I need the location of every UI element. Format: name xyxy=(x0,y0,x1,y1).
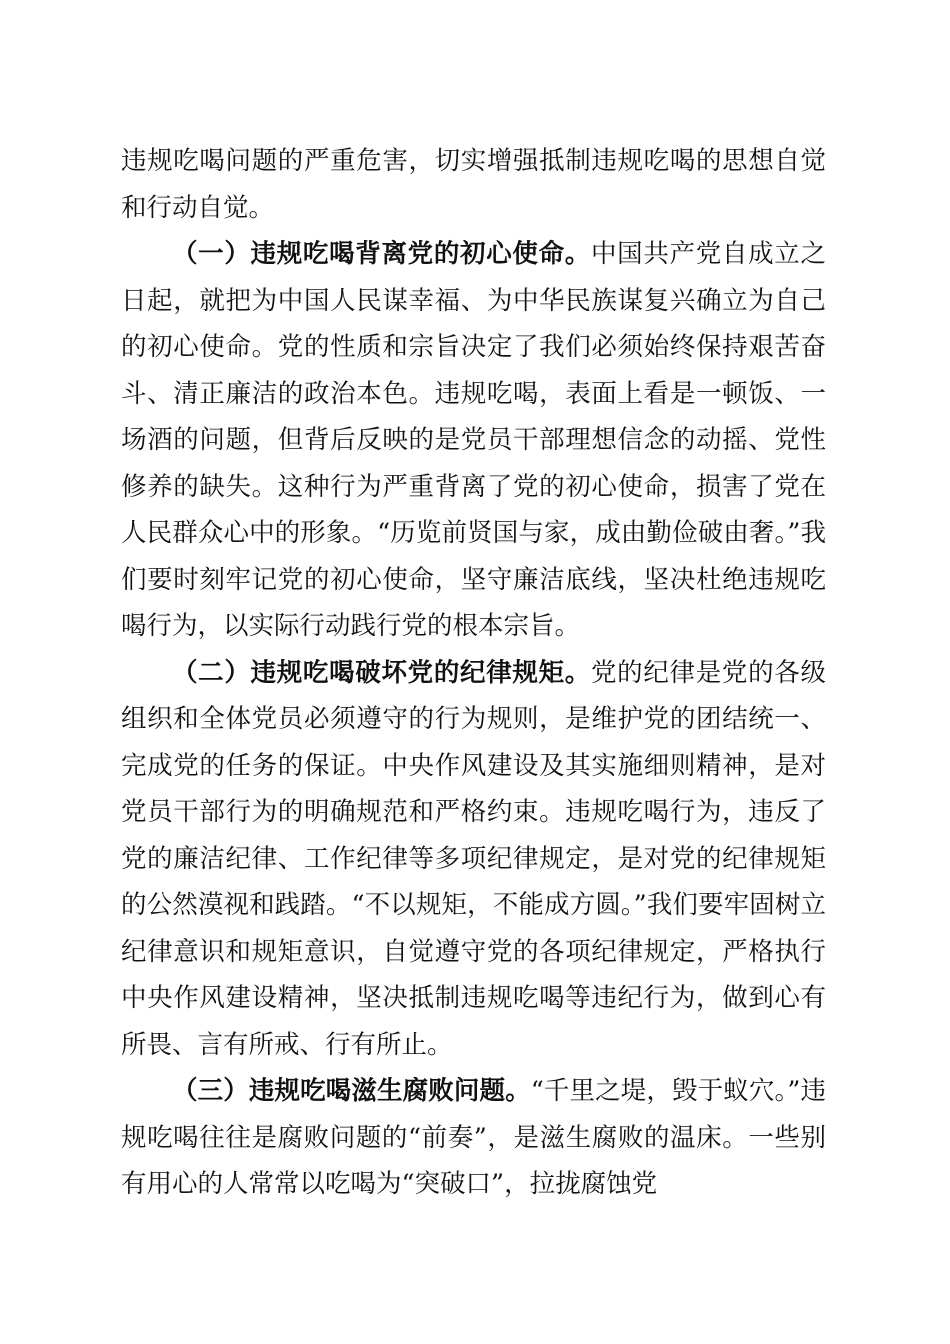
paragraph-text: 违规吃喝问题的严重危害，切实增强抵制违规吃喝的思想自觉和行动自觉。 xyxy=(121,146,826,223)
paragraph-section-3 xyxy=(121,1068,826,1208)
paragraph-section-1 xyxy=(121,231,826,650)
section-heading: （一）违规吃喝背离党的初心使命。 xyxy=(172,239,591,269)
paragraph-text: 党的纪律是党的各级组织和全体党员必须遵守的行为规则，是维护党的团结统一、完成党的任务的保证。中央作风建设及其实施细则精神，是对党员干部行为的明确规范和严格约束。违规吃喝行为，违反了党的廉洁纪律、工作纪律等多项纪律规定，是对党的纪律规矩的公然漠视和践踏。“不以规矩，不能成方圆。”我们要牢固树立纪律意识和规矩意识，自觉遵守党的各项纪律规定，严格执行中央作风建设精神，坚决抵制违规吃喝等违纪行为，做到心有所畏、言有所戒、行有所止。 xyxy=(121,657,826,1060)
document-body xyxy=(121,138,826,1208)
section-heading: （二）违规吃喝破坏党的纪律规矩。 xyxy=(172,657,591,688)
paragraph-section-2 xyxy=(121,650,826,1069)
paragraph-intro xyxy=(121,138,826,231)
paragraph-text: “千里之堤，毁于蚁穴。”违规吃喝往往是腐败问题的“前奏”，是滋生腐败的温床。一些别有用心的人常常以吃喝为“突破口”，拉拢腐蚀党 xyxy=(121,1076,826,1199)
paragraph-text: 中国共产党自成立之日起，就把为中国人民谋幸福、为中华民族谋复兴确立为自己的初心使命。党的性质和宗旨决定了我们必须始终保持艰苦奋斗、清正廉洁的政治本色。违规吃喝，表面上看是一顿饭、一场酒的问题，但背后反映的是党员干部理想信念的动摇、党性修养的缺失。这种行为严重背离了党的初心使命，损害了党在人民群众心中的形象。“历览前贤国与家，成由勤俭破由奢。”我们要时刻牢记党的初心使命，坚守廉洁底线，坚决杜绝违规吃喝行为，以实际行动践行党的根本宗旨。 xyxy=(121,239,826,641)
section-heading: （三）违规吃喝滋生腐败问题。 xyxy=(172,1076,531,1106)
